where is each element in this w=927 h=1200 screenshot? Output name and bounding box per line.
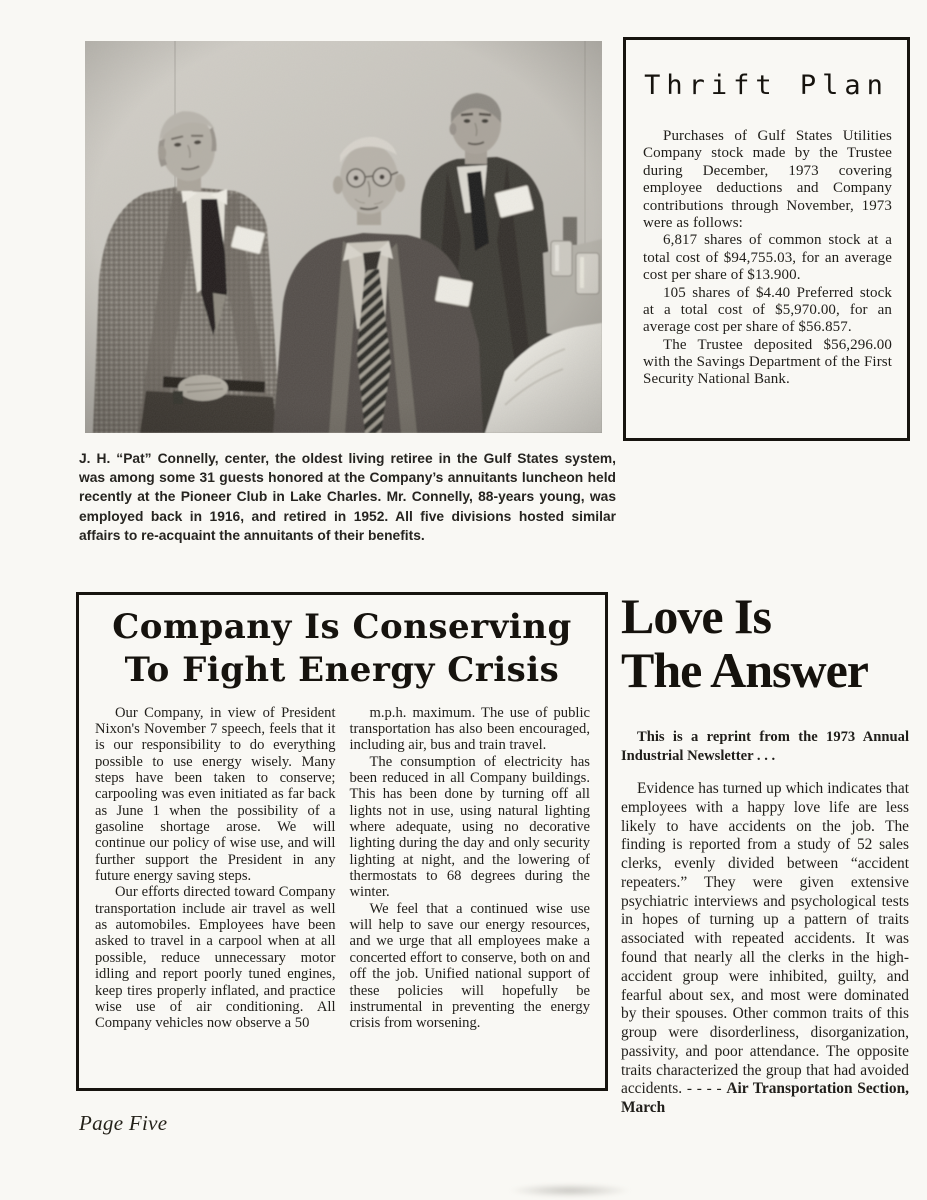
thrift-plan-title: Thrift Plan bbox=[644, 70, 889, 101]
energy-article-title bbox=[85, 606, 599, 692]
thrift-plan-body bbox=[626, 101, 907, 389]
energy-paragraph: Our efforts directed toward Company transportation include air travel as well as automobiles. Employees have been asked to travel in a carpool when at all possible, reduce unnecessary motor idling and report poorly tuned engines, keep tires properly inflated, and practice wise use of air conditioning. All Company vehicles now observe a 50 bbox=[95, 884, 336, 1032]
thrift-paragraph: The Trustee deposited $56,296.00 with the Savings Department of the First Security National Bank. bbox=[643, 336, 892, 388]
energy-column-left bbox=[95, 705, 336, 1032]
energy-title-line1: Company Is Conserving bbox=[112, 607, 572, 647]
love-body-text: Evidence has turned up which indicates that employees with a happy love life are less likely to have accidents on the job. The finding is reported from a study of 52 sales clerks, evenly divided between “accident repeaters.” They were given extensive psychiatric interviews and psychological tests in hopes of turning up a pattern of traits associated with repeated accidents. It was found that nearly all the clerks in the high-accident group were inhibited, guilty, and fearful about sex, and most were dominated by their spouses. Other common traits of this group were disorderliness, disorganization, passivity, and poor attendance. The opposite traits characterized the group that had avoided accidents. - - - - bbox=[621, 779, 909, 1098]
energy-paragraph: The consumption of electricity has been reduced in all Company buildings. This has been done by turning off all lights not in use, using natural lighting where adequate, using no decorative lighting during the day and only security lighting at night, and the lowering of thermostats to 68 degrees during the winter. bbox=[349, 753, 590, 901]
energy-article-columns bbox=[79, 692, 605, 1032]
thrift-plan-article bbox=[623, 37, 910, 441]
energy-paragraph: We feel that a continued wise use will help to save our energy resources, and we urge that all employees make a concerted effort to conserve, both on and off the job. Unified national support of these policies will hopefully be instrumental in preventing the energy crisis from worsening. bbox=[349, 900, 590, 1032]
energy-paragraph: m.p.h. maximum. The use of public transportation has also been encouraged, including air, bus and train travel. bbox=[349, 704, 590, 754]
photo-caption: J. H. “Pat” Connelly, center, the oldest living retiree in the Gulf States system, was among some 31 guests honored at the Company’s annuitants luncheon held recently at the Pioneer Club in Lake Charles. Mr. Connelly, 88-years young, was employed back in 1916, and retired in 1952. All five divisions hosted similar affairs to re-acquaint the annuitants of their benefits. bbox=[79, 451, 616, 543]
thrift-paragraph: 6,817 shares of common stock at a total cost of $94,755.03, for an average cost per share of $13.900. bbox=[643, 232, 892, 284]
love-article-subtitle: This is a reprint from the 1973 Annual Industrial Newsletter . . . bbox=[621, 729, 909, 764]
energy-title-line2: To Fight Energy Crisis bbox=[124, 649, 560, 690]
page-number: Page Five bbox=[79, 1111, 168, 1135]
thrift-paragraph: Purchases of Gulf States Utilities Company stock made by the Trustee during December, 1973 covering employee deductions and Company contributions through November, 1973 were as follows: bbox=[643, 128, 892, 231]
love-article-attribution: Air Transportation Section, March bbox=[621, 1080, 909, 1117]
scan-smudge bbox=[510, 1184, 630, 1197]
energy-paragraph: Our Company, in view of President Nixon's November 7 speech, feels that it is our responsibility to do everything possible to use energy wisely. Many steps have been taken to conserve; carpooling was even initiated as far back as June 1 when the possibility of a gasoline shortage arose. We will continue our policy of wise use, and will further support the President in any future energy saving steps. bbox=[95, 704, 336, 885]
energy-column-right bbox=[350, 705, 591, 1032]
love-article bbox=[621, 590, 909, 1118]
energy-article bbox=[76, 592, 608, 1091]
annuitants-luncheon-photo bbox=[85, 41, 602, 433]
love-title-line1: Love Is bbox=[621, 588, 771, 644]
love-title-line2: The Answer bbox=[621, 641, 868, 698]
love-article-body bbox=[621, 780, 909, 1118]
photo-illustration bbox=[85, 41, 602, 433]
thrift-paragraph: 105 shares of $4.40 Preferred stock at a total cost of $5,970.00, for an average cost per share of $56.857. bbox=[643, 284, 892, 336]
love-article-title bbox=[621, 590, 909, 697]
